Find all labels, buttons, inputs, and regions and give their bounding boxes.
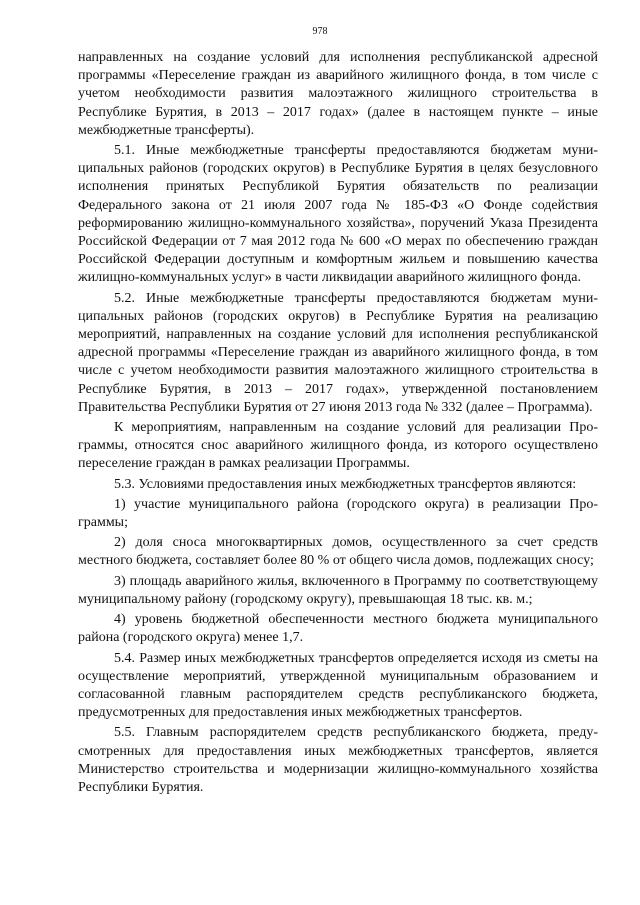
paragraph: 5.2. Иные межбюджетные трансферты предоставляются бюджетам муниципальных районов (городских округов) в Республике Бурятия на реализацию мероприятий, направленных на создание условий для исполнения республиканской адресной программы «Переселение граждан из аварийного жилищного фонда, в том числе с учетом необходимости развития малоэтажного жилищного строительства в Республике Бурятия, в 2013 – 2017 годах», утвержденной постановлением Правительства Республики Бурятия от 27 июня 2013 года № 332 (далее – Программа). (78, 290, 598, 415)
paragraph: 5.3. Условиями предоставления иных межбюджетных трансфертов являются: (114, 476, 577, 492)
paragraph: 1) участие муниципального района (городского округа) в реализации Программы; (78, 496, 598, 531)
paragraph: 3) площадь аварийного жилья, включенного в Программу по соответствующему муниципальному району (городскому округу), превышающая 18 тыс. кв. м.; (78, 573, 598, 607)
paragraph: 5.4. Размер иных межбюджетных трансфертов определяется исходя из сметы на осуществление мероприятий, утвержденной муниципальным образованием и согласованной главным распорядителем средств республиканского бюджета, предусмотренных для предоставления иных межбюджетных трансфертов. (78, 650, 598, 721)
paragraph: направленных на создание условий для исполнения республиканской адресной программы «Переселение граждан из аварийного жилищного фонда, в том числе с учетом необходимости развития малоэтажного жилищного строительства в Республике Бурятия, в 2013 – 2017 годах» (далее в настоящем пункте – иные межбюджетные трансферты). (78, 50, 598, 138)
document-body (78, 49, 598, 797)
paragraph: 5.1. Иные межбюджетные трансферты предоставляются бюджетам муниципальных районов (городских округов) в Республике Бурятия в целях безусловного исполнения принятых Республикой Бурятия обязательств по реализации Федерального закона от 21 июля 2007 года № 185-ФЗ «О Фонде содействия реформированию жилищно-коммунального хозяйства», поручений Указа Президента Российской Федерации от 7 мая 2012 года № 600 «О мерах по обеспечению граждан Российской Федерации доступным и комфортным жильем и повышению качества жилищно-коммунальных услуг» в части ликвидации аварийного жилищного фонда. (78, 143, 598, 286)
paragraph: 2) доля сноса многоквартирных домов, осуществленного за счет средств местного бюджета, составляет более 80 % от общего числа домов, подлежащих сносу; (78, 535, 598, 569)
paragraph: К мероприятиям, направленным на создание условий для реализации Программы, относятся снос аварийного жилищного фонда, из которого осуществлено переселение граждан в рамках реализации Программы. (78, 420, 598, 472)
page-number: 978 (312, 26, 328, 37)
paragraph: 5.5. Главным распорядителем средств республиканского бюджета, предусмотренных для предоставления иных межбюджетных трансфертов, является Министерство строительства и модернизации жилищно-коммунального хозяйства Республики Бурятия. (78, 725, 598, 795)
paragraph: 4) уровень бюджетной обеспеченности местного бюджета муниципального района (городского округа) менее 1,7. (78, 612, 598, 646)
